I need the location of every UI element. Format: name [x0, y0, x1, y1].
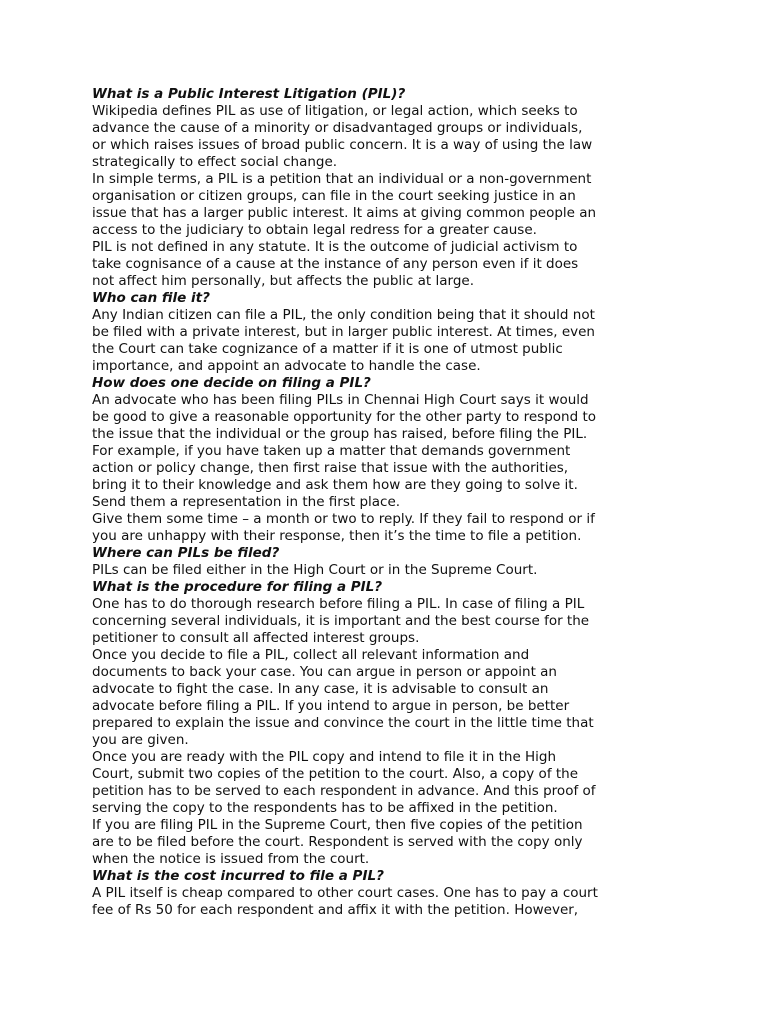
paragraph-line: documents to back your case. You can argue in person or appoint an — [92, 664, 557, 680]
paragraph-line: are to be filed before the court. Respondent is served with the copy only — [92, 834, 583, 850]
paragraph — [92, 239, 680, 290]
section-heading — [92, 290, 680, 307]
paragraph-line: prepared to explain the issue and convince the court in the little time that — [92, 715, 594, 731]
paragraph-line: take cognisance of a cause at the instance of any person even if it does — [92, 256, 579, 272]
paragraph-line: organisation or citizen groups, can file in the court seeking justice in an — [92, 188, 576, 204]
paragraph-line: Send them a representation in the first place. — [92, 494, 401, 510]
heading-text: Where can PILs be filed? — [92, 545, 280, 561]
section-heading — [92, 579, 680, 596]
paragraph-line: advocate to fight the case. In any case, it is advisable to consult an — [92, 681, 549, 697]
paragraph-line: access to the judiciary to obtain legal redress for a greater cause. — [92, 222, 537, 238]
paragraph-line: issue that has a larger public interest. It aims at giving common people an — [92, 205, 597, 221]
paragraph — [92, 392, 680, 511]
paragraph-line: Wikipedia defines PIL as use of litigation, or legal action, which seeks to — [92, 103, 578, 119]
paragraph-line: the issue that the individual or the group has raised, before filing the PIL. — [92, 426, 588, 442]
heading-text: What is a Public Interest Litigation (PIL)? — [92, 86, 406, 102]
paragraph — [92, 307, 680, 375]
paragraph — [92, 562, 680, 579]
paragraph-line: petition has to be served to each respondent in advance. And this proof of — [92, 783, 596, 799]
section-heading — [92, 375, 680, 392]
heading-text: What is the cost incurred to file a PIL? — [92, 868, 384, 884]
paragraph-line: you are given. — [92, 732, 189, 748]
paragraph-line: you are unhappy with their response, then it’s the time to file a petition. — [92, 528, 582, 544]
paragraph-line: For example, if you have taken up a matter that demands government — [92, 443, 571, 459]
paragraph — [92, 885, 680, 919]
paragraph-line: Any Indian citizen can file a PIL, the only condition being that it should not — [92, 307, 595, 323]
paragraph-line: An advocate who has been filing PILs in Chennai High Court says it would — [92, 392, 589, 408]
paragraph — [92, 596, 680, 647]
document-page — [92, 86, 680, 919]
paragraph — [92, 749, 680, 817]
paragraph-line: A PIL itself is cheap compared to other court cases. One has to pay a court — [92, 885, 598, 901]
paragraph-line: PIL is not defined in any statute. It is the outcome of judicial activism to — [92, 239, 578, 255]
paragraph-line: action or policy change, then first raise that issue with the authorities, — [92, 460, 569, 476]
paragraph-line: when the notice is issued from the court. — [92, 851, 370, 867]
paragraph — [92, 103, 680, 171]
paragraph — [92, 171, 680, 239]
paragraph-line: concerning several individuals, it is important and the best course for the — [92, 613, 590, 629]
paragraph-line: importance, and appoint an advocate to handle the case. — [92, 358, 481, 374]
paragraph-line: the Court can take cognizance of a matter if it is one of utmost public — [92, 341, 563, 357]
paragraph-line: Once you decide to file a PIL, collect all relevant information and — [92, 647, 530, 663]
paragraph-line: be filed with a private interest, but in larger public interest. At times, even — [92, 324, 595, 340]
paragraph-line: be good to give a reasonable opportunity for the other party to respond to — [92, 409, 596, 425]
paragraph-line: strategically to effect social change. — [92, 154, 338, 170]
heading-text: Who can file it? — [92, 290, 210, 306]
paragraph-line: Court, submit two copies of the petition to the court. Also, a copy of the — [92, 766, 579, 782]
paragraph-line: If you are filing PIL in the Supreme Court, then five copies of the petition — [92, 817, 583, 833]
section-heading — [92, 868, 680, 885]
heading-text: How does one decide on filing a PIL? — [92, 375, 371, 391]
section-heading — [92, 86, 680, 103]
section-heading — [92, 545, 680, 562]
paragraph — [92, 817, 680, 868]
paragraph-line: bring it to their knowledge and ask them how are they going to solve it. — [92, 477, 578, 493]
paragraph-line: advocate before filing a PIL. If you intend to argue in person, be better — [92, 698, 570, 714]
paragraph-line: or which raises issues of broad public concern. It is a way of using the law — [92, 137, 593, 153]
paragraph — [92, 647, 680, 749]
paragraph-line: One has to do thorough research before filing a PIL. In case of filing a PIL — [92, 596, 585, 612]
paragraph-line: serving the copy to the respondents has to be affixed in the petition. — [92, 800, 558, 816]
paragraph-line: In simple terms, a PIL is a petition that an individual or a non-government — [92, 171, 592, 187]
paragraph — [92, 511, 680, 545]
paragraph-line: not affect him personally, but affects the public at large. — [92, 273, 475, 289]
paragraph-line: Once you are ready with the PIL copy and intend to file it in the High — [92, 749, 557, 765]
heading-text: What is the procedure for filing a PIL? — [92, 579, 383, 595]
paragraph-line: fee of Rs 50 for each respondent and affix it with the petition. However, — [92, 902, 579, 918]
paragraph-line: Give them some time – a month or two to reply. If they fail to respond or if — [92, 511, 595, 527]
paragraph-line: advance the cause of a minority or disadvantaged groups or individuals, — [92, 120, 583, 136]
paragraph-line: PILs can be filed either in the High Court or in the Supreme Court. — [92, 562, 538, 578]
paragraph-line: petitioner to consult all affected interest groups. — [92, 630, 420, 646]
